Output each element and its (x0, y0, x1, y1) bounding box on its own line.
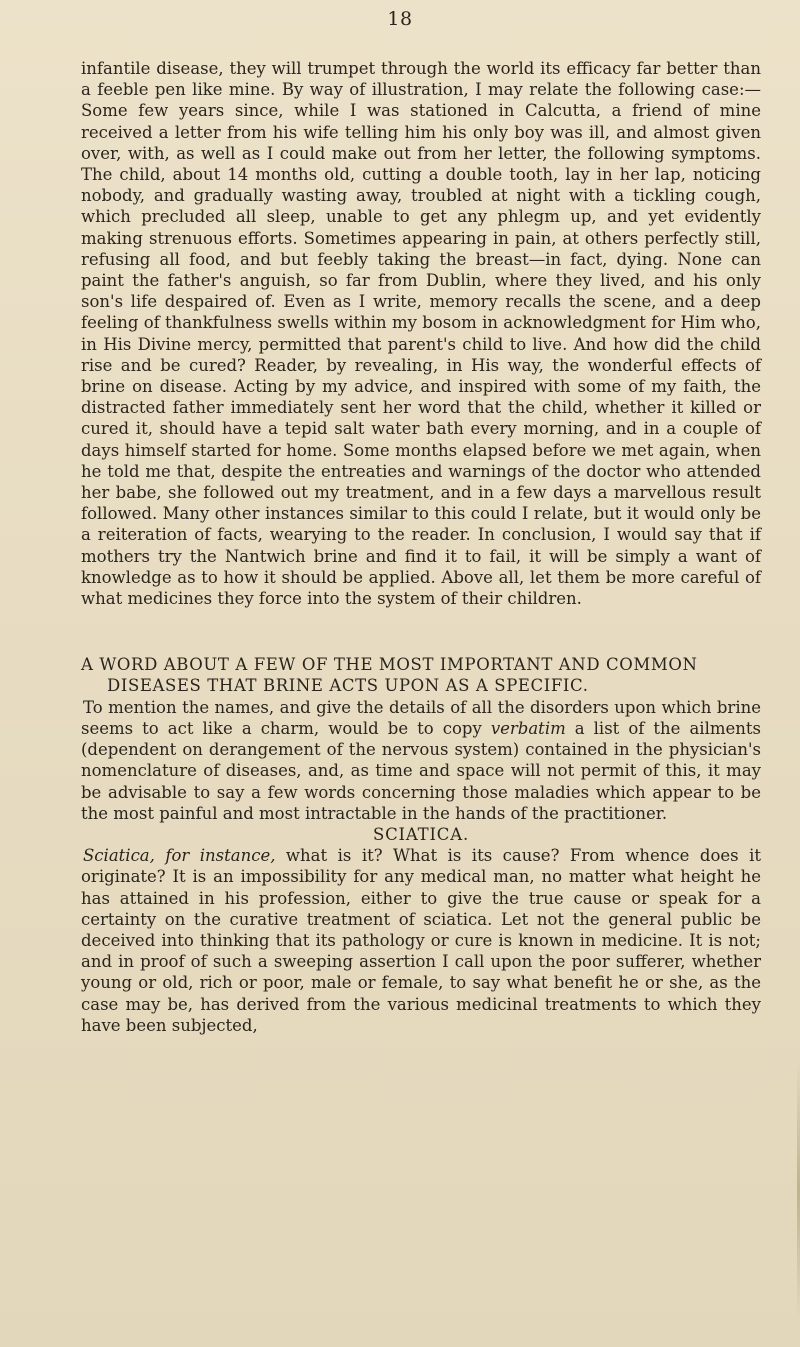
paragraph-2-rest: a list of the ailments (dependent on derangement of the nervous system) contained in the physician's nomenclature of diseases, and, as time and space will not permit of this, it may be advisable to say a few words concerning those maladies which appear to be the most painful and most intractable in the hands of the practitioner. (81, 718, 761, 823)
italic-verbatim: verbatim (490, 718, 566, 738)
paragraph-infantile-disease: infantile disease, they will trumpet through the world its efficacy far better than a feeble pen like mine. By way of illustration, I may relate the following case:—Some few years since, while I was stationed in Calcutta, a friend of mine received a letter from his wife telling him his only boy was ill, and almost given over, with, as well as I could make out from her letter, the following symptoms. The child, about 14 months old, cutting a double tooth, lay in her lap, noticing nobody, and gradually wasting away, troubled at night with a tickling cough, which precluded all sleep, unable to get any phlegm up, and yet evidently making strenuous efforts. Sometimes appearing in pain, at others perfectly still, refusing all food, and but feebly taking the breast—in fact, dying. None can paint the father's anguish, so far from Dublin, where they lived, and his only son's life despaired of. Even as I write, memory recalls the scene, and a deep feeling of thankfulness swells within my bosom in acknowledgment for Him who, in His Divine mercy, permitted that parent's child to live. And how did the child rise and be cured? Reader, by revealing, in His way, the wonderful effects of brine on disease. Acting by my advice, and inspired with some of my faith, the distracted father immediately sent her word that the child, whether it killed or cured it, should have a tepid salt water bath every morning, and in a couple of days himself started for home. Some months elapsed before we met again, when he told me that, despite the entreaties and warnings of the doctor who attended her babe, she followed out my treatment, and in a few days a marvellous result followed. Many other instances similar to this could I relate, but it would only be a reiteration of facts, wearying to the reader. In conclusion, I would say that if mothers try the Nantwich brine and find it to fail, it will be simply a want of knowledge as to how it should be applied. Above all, let them be more careful of what medicines they force into the system of their children. (81, 59, 761, 609)
paragraph-disorders-list (81, 697, 761, 824)
body-text (81, 58, 761, 1036)
italic-sciatica-phrase: Sciatica, for instance, (83, 846, 276, 866)
section-heading: A WORD ABOUT A FEW OF THE MOST IMPORTANT AND COMMON DISEASES THAT BRINE ACTS UPON AS A SPECIFIC. (81, 655, 698, 696)
subheading-sciatica: SCIATICA. (373, 824, 469, 844)
paragraph-sciatica (81, 845, 761, 1036)
paragraph-3-rest: what is it? What is its cause? From whence does it originate? It is an impossibility for any medical man, no matter what height he has attained in his profession, either to give the true cause or speak for a certainty on the curative treatment of sciatica. Let not the general public be deceived into thinking that its pathology or cure is known in medicine. It is not; and in proof of such a sweeping assertion I call upon the poor sufferer, whether young or old, rich or poor, male or female, to say what benefit he or she, as the case may be, has derived from the various medicinal treatments to which they have been subjected, (81, 846, 761, 1035)
page-number: 18 (387, 8, 413, 30)
paragraph-2-start: To mention the names, and give the details of all the disorders upon which brine seems to act like a charm, would be to copy (81, 697, 761, 738)
